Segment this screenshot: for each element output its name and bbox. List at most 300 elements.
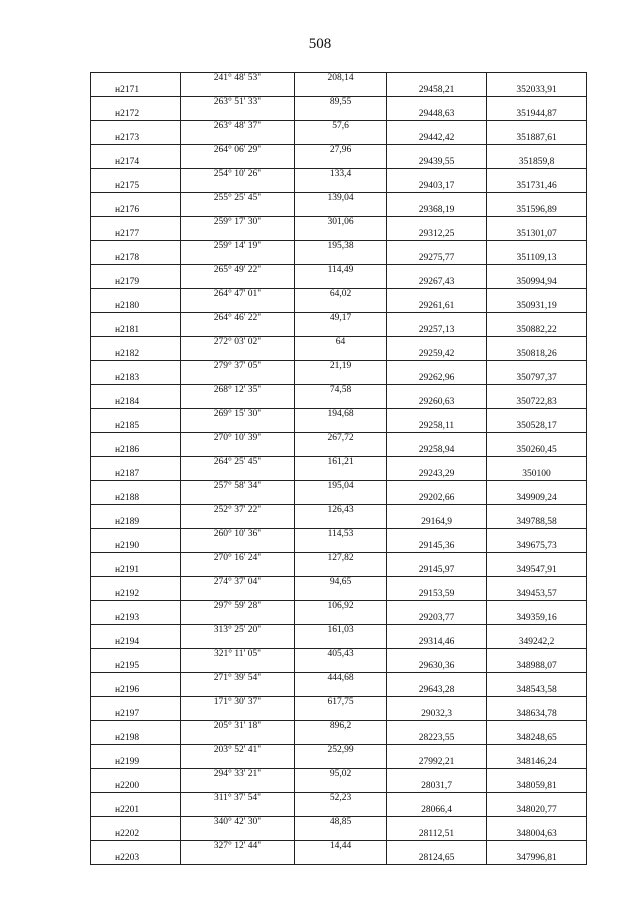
segment-row	[91, 649, 587, 661]
coordinate-y-cell	[487, 97, 587, 109]
coordinate-y-cell	[487, 601, 587, 613]
coordinate-y-cell	[487, 625, 587, 637]
coordinate-y-cell: 351731,46	[487, 181, 587, 193]
segment-length-cell	[295, 661, 387, 673]
direction-angle-cell: 270° 16' 24"	[181, 553, 295, 565]
coordinate-y-cell	[487, 529, 587, 541]
coordinate-x-cell: 29643,28	[387, 685, 487, 697]
coordinate-y-cell	[487, 337, 587, 349]
point-name-cell: н2203	[91, 853, 181, 865]
point-name-cell	[91, 649, 181, 661]
direction-angle-cell	[181, 349, 295, 361]
direction-angle-cell: 241° 48' 53"	[181, 73, 295, 85]
direction-angle-cell: 271° 39' 54"	[181, 673, 295, 685]
segment-length-cell	[295, 349, 387, 361]
direction-angle-cell: 269° 15' 30"	[181, 409, 295, 421]
segment-length-cell	[295, 757, 387, 769]
point-name-cell	[91, 505, 181, 517]
segment-length-cell: 195,04	[295, 481, 387, 493]
coordinate-x-cell: 29243,29	[387, 469, 487, 481]
point-name-cell: н2176	[91, 205, 181, 217]
direction-angle-cell	[181, 229, 295, 241]
coordinate-x-cell	[387, 121, 487, 133]
direction-angle-cell: 260° 10' 36"	[181, 529, 295, 541]
coordinate-x-cell	[387, 697, 487, 709]
coordinate-y-cell: 351944,87	[487, 109, 587, 121]
segment-length-cell: 49,17	[295, 313, 387, 325]
coordinate-y-cell: 349547,91	[487, 565, 587, 577]
direction-angle-cell	[181, 133, 295, 145]
segment-row	[91, 361, 587, 373]
point-name-cell	[91, 529, 181, 541]
segment-row	[91, 313, 587, 325]
coordinate-y-cell: 351887,61	[487, 133, 587, 145]
coordinate-y-cell	[487, 289, 587, 301]
segment-row	[91, 145, 587, 157]
segment-row	[91, 337, 587, 349]
point-name-cell	[91, 121, 181, 133]
coordinate-x-cell	[387, 385, 487, 397]
segment-length-cell	[295, 229, 387, 241]
segment-length-cell	[295, 733, 387, 745]
segment-length-cell	[295, 709, 387, 721]
coordinate-y-cell: 348634,78	[487, 709, 587, 721]
coordinate-x-cell	[387, 457, 487, 469]
coordinate-y-cell: 349359,16	[487, 613, 587, 625]
coordinate-y-cell	[487, 673, 587, 685]
segment-row	[91, 457, 587, 469]
segment-length-cell: 64	[295, 337, 387, 349]
direction-angle-cell: 297° 59' 28"	[181, 601, 295, 613]
coordinate-y-cell: 348988,07	[487, 661, 587, 673]
direction-angle-cell	[181, 109, 295, 121]
segment-length-cell: 52,23	[295, 793, 387, 805]
point-name-cell	[91, 193, 181, 205]
point-name-cell: н2199	[91, 757, 181, 769]
point-row	[91, 157, 587, 169]
direction-angle-cell: 279° 37' 05"	[181, 361, 295, 373]
point-row	[91, 517, 587, 529]
point-row	[91, 205, 587, 217]
point-name-cell: н2188	[91, 493, 181, 505]
coordinate-x-cell: 29368,19	[387, 205, 487, 217]
coordinate-x-cell	[387, 193, 487, 205]
coordinate-x-cell: 29448,63	[387, 109, 487, 121]
point-row	[91, 325, 587, 337]
coordinates-table-body	[91, 73, 587, 865]
point-name-cell	[91, 457, 181, 469]
segment-length-cell	[295, 205, 387, 217]
point-row	[91, 733, 587, 745]
direction-angle-cell	[181, 157, 295, 169]
direction-angle-cell: 313° 25' 20"	[181, 625, 295, 637]
segment-row	[91, 673, 587, 685]
coordinate-x-cell	[387, 169, 487, 181]
coordinate-y-cell: 348248,65	[487, 733, 587, 745]
direction-angle-cell	[181, 493, 295, 505]
segment-length-cell: 301,06	[295, 217, 387, 229]
direction-angle-cell: 171° 30' 37"	[181, 697, 295, 709]
coordinate-x-cell	[387, 817, 487, 829]
coordinate-x-cell: 29458,21	[387, 85, 487, 97]
coordinate-x-cell	[387, 433, 487, 445]
segment-row	[91, 697, 587, 709]
coordinate-y-cell: 349909,24	[487, 493, 587, 505]
coordinate-x-cell	[387, 313, 487, 325]
direction-angle-cell: 252° 37' 22"	[181, 505, 295, 517]
direction-angle-cell: 203° 52' 41"	[181, 745, 295, 757]
coordinate-x-cell: 29262,96	[387, 373, 487, 385]
segment-length-cell: 94,65	[295, 577, 387, 589]
direction-angle-cell	[181, 589, 295, 601]
coordinate-x-cell: 28124,65	[387, 853, 487, 865]
direction-angle-cell: 264° 47' 01"	[181, 289, 295, 301]
point-row	[91, 469, 587, 481]
segment-row	[91, 601, 587, 613]
segment-row	[91, 265, 587, 277]
coordinate-x-cell: 29630,36	[387, 661, 487, 673]
segment-length-cell	[295, 469, 387, 481]
coordinate-x-cell: 29258,11	[387, 421, 487, 433]
coordinate-x-cell	[387, 145, 487, 157]
segment-row	[91, 217, 587, 229]
segment-length-cell: 14,44	[295, 841, 387, 853]
direction-angle-cell	[181, 685, 295, 697]
coordinate-y-cell	[487, 649, 587, 661]
point-name-cell	[91, 385, 181, 397]
segment-row	[91, 433, 587, 445]
point-name-cell	[91, 73, 181, 85]
point-name-cell	[91, 481, 181, 493]
direction-angle-cell	[181, 637, 295, 649]
coordinate-x-cell	[387, 553, 487, 565]
segment-length-cell	[295, 517, 387, 529]
segment-length-cell: 161,21	[295, 457, 387, 469]
point-name-cell: н2177	[91, 229, 181, 241]
point-name-cell: н2179	[91, 277, 181, 289]
segment-row	[91, 481, 587, 493]
direction-angle-cell: 327° 12' 44"	[181, 841, 295, 853]
coordinate-y-cell	[487, 121, 587, 133]
coordinate-y-cell	[487, 361, 587, 373]
direction-angle-cell	[181, 853, 295, 865]
segment-length-cell: 126,43	[295, 505, 387, 517]
point-row	[91, 541, 587, 553]
segment-length-cell: 444,68	[295, 673, 387, 685]
coordinate-y-cell	[487, 265, 587, 277]
coordinate-x-cell: 29261,61	[387, 301, 487, 313]
point-name-cell: н2201	[91, 805, 181, 817]
coordinate-y-cell: 349788,58	[487, 517, 587, 529]
point-row	[91, 709, 587, 721]
direction-angle-cell	[181, 829, 295, 841]
point-row	[91, 637, 587, 649]
coordinate-x-cell: 29314,46	[387, 637, 487, 649]
point-row	[91, 277, 587, 289]
segment-length-cell: 133,4	[295, 169, 387, 181]
segment-length-cell: 114,53	[295, 529, 387, 541]
segment-length-cell: 617,75	[295, 697, 387, 709]
coordinate-y-cell	[487, 457, 587, 469]
coordinate-x-cell	[387, 745, 487, 757]
segment-length-cell: 89,55	[295, 97, 387, 109]
coordinate-y-cell	[487, 553, 587, 565]
point-name-cell: н2183	[91, 373, 181, 385]
segment-row	[91, 193, 587, 205]
coordinate-x-cell: 29032,3	[387, 709, 487, 721]
coordinate-y-cell: 350722,83	[487, 397, 587, 409]
point-name-cell	[91, 265, 181, 277]
direction-angle-cell	[181, 517, 295, 529]
direction-angle-cell: 259° 14' 19"	[181, 241, 295, 253]
point-name-cell: н2197	[91, 709, 181, 721]
point-name-cell: н2194	[91, 637, 181, 649]
direction-angle-cell: 340° 42' 30"	[181, 817, 295, 829]
segment-length-cell: 896,2	[295, 721, 387, 733]
segment-length-cell	[295, 85, 387, 97]
point-row	[91, 85, 587, 97]
coordinate-x-cell: 29439,55	[387, 157, 487, 169]
direction-angle-cell	[181, 421, 295, 433]
segment-length-cell	[295, 493, 387, 505]
segment-length-cell: 95,02	[295, 769, 387, 781]
coordinate-y-cell: 350882,22	[487, 325, 587, 337]
coordinate-x-cell: 29403,17	[387, 181, 487, 193]
coordinate-y-cell: 348146,24	[487, 757, 587, 769]
coordinate-x-cell	[387, 673, 487, 685]
coordinate-y-cell	[487, 505, 587, 517]
segment-row	[91, 577, 587, 589]
direction-angle-cell: 205° 31' 18"	[181, 721, 295, 733]
coordinate-y-cell	[487, 193, 587, 205]
coordinate-y-cell	[487, 481, 587, 493]
coordinate-y-cell: 352033,91	[487, 85, 587, 97]
point-name-cell: н2185	[91, 421, 181, 433]
coordinate-y-cell: 348004,63	[487, 829, 587, 841]
coordinate-y-cell: 350931,19	[487, 301, 587, 313]
point-name-cell: н2174	[91, 157, 181, 169]
point-name-cell: н2171	[91, 85, 181, 97]
coordinate-x-cell: 28031,7	[387, 781, 487, 793]
segment-length-cell	[295, 325, 387, 337]
point-row	[91, 181, 587, 193]
point-name-cell: н2190	[91, 541, 181, 553]
coordinate-y-cell	[487, 73, 587, 85]
segment-row	[91, 553, 587, 565]
coordinate-y-cell: 349242,2	[487, 637, 587, 649]
segment-length-cell: 161,03	[295, 625, 387, 637]
coordinate-x-cell: 28066,4	[387, 805, 487, 817]
segment-length-cell: 64,02	[295, 289, 387, 301]
segment-length-cell	[295, 853, 387, 865]
coordinate-x-cell	[387, 721, 487, 733]
coordinate-x-cell	[387, 649, 487, 661]
direction-angle-cell: 268° 12' 35"	[181, 385, 295, 397]
segment-length-cell: 57,6	[295, 121, 387, 133]
segment-length-cell	[295, 133, 387, 145]
segment-row	[91, 721, 587, 733]
point-row	[91, 685, 587, 697]
segment-row	[91, 97, 587, 109]
coordinate-y-cell	[487, 793, 587, 805]
point-name-cell: н2173	[91, 133, 181, 145]
point-name-cell	[91, 769, 181, 781]
point-name-cell	[91, 145, 181, 157]
point-name-cell	[91, 817, 181, 829]
coordinate-x-cell	[387, 769, 487, 781]
direction-angle-cell: 255° 25' 45"	[181, 193, 295, 205]
coordinate-x-cell: 29145,36	[387, 541, 487, 553]
segment-row	[91, 769, 587, 781]
coordinate-y-cell	[487, 385, 587, 397]
point-name-cell: н2198	[91, 733, 181, 745]
segment-row	[91, 841, 587, 853]
point-name-cell	[91, 721, 181, 733]
direction-angle-cell	[181, 565, 295, 577]
segment-row	[91, 745, 587, 757]
coordinate-x-cell: 29202,66	[387, 493, 487, 505]
coordinate-x-cell: 29267,43	[387, 277, 487, 289]
segment-length-cell: 106,92	[295, 601, 387, 613]
segment-length-cell	[295, 829, 387, 841]
segment-length-cell: 405,43	[295, 649, 387, 661]
point-name-cell	[91, 289, 181, 301]
point-name-cell: н2191	[91, 565, 181, 577]
point-row	[91, 109, 587, 121]
coordinate-y-cell	[487, 769, 587, 781]
point-name-cell: н2182	[91, 349, 181, 361]
coordinate-x-cell: 27992,21	[387, 757, 487, 769]
coordinate-x-cell: 29260,63	[387, 397, 487, 409]
segment-length-cell	[295, 589, 387, 601]
point-row	[91, 829, 587, 841]
direction-angle-cell	[181, 733, 295, 745]
coordinate-y-cell: 348543,58	[487, 685, 587, 697]
segment-length-cell	[295, 613, 387, 625]
point-name-cell: н2172	[91, 109, 181, 121]
segment-length-cell	[295, 253, 387, 265]
coordinate-x-cell: 29164,9	[387, 517, 487, 529]
point-name-cell	[91, 745, 181, 757]
direction-angle-cell	[181, 805, 295, 817]
coordinate-x-cell	[387, 97, 487, 109]
point-name-cell	[91, 553, 181, 565]
coordinate-x-cell	[387, 409, 487, 421]
direction-angle-cell	[181, 205, 295, 217]
direction-angle-cell: 263° 51' 33"	[181, 97, 295, 109]
segment-length-cell: 114,49	[295, 265, 387, 277]
segment-length-cell	[295, 805, 387, 817]
direction-angle-cell	[181, 397, 295, 409]
segment-row	[91, 793, 587, 805]
point-name-cell	[91, 697, 181, 709]
segment-length-cell	[295, 541, 387, 553]
point-name-cell: н2189	[91, 517, 181, 529]
point-row	[91, 445, 587, 457]
direction-angle-cell	[181, 373, 295, 385]
coordinate-y-cell: 351596,89	[487, 205, 587, 217]
direction-angle-cell: 270° 10' 39"	[181, 433, 295, 445]
segment-row	[91, 817, 587, 829]
point-row	[91, 757, 587, 769]
point-row	[91, 397, 587, 409]
point-row	[91, 853, 587, 865]
segment-length-cell: 267,72	[295, 433, 387, 445]
coordinate-x-cell: 29312,25	[387, 229, 487, 241]
segment-length-cell	[295, 781, 387, 793]
coordinate-x-cell: 29275,77	[387, 253, 487, 265]
direction-angle-cell	[181, 277, 295, 289]
direction-angle-cell: 321° 11' 05"	[181, 649, 295, 661]
point-row	[91, 421, 587, 433]
segment-length-cell: 27,96	[295, 145, 387, 157]
coordinate-y-cell	[487, 433, 587, 445]
point-name-cell: н2186	[91, 445, 181, 457]
segment-length-cell: 139,04	[295, 193, 387, 205]
segment-row	[91, 289, 587, 301]
point-name-cell	[91, 337, 181, 349]
direction-angle-cell	[181, 757, 295, 769]
segment-length-cell	[295, 685, 387, 697]
coordinate-y-cell: 349675,73	[487, 541, 587, 553]
segment-length-cell: 194,68	[295, 409, 387, 421]
point-name-cell: н2184	[91, 397, 181, 409]
direction-angle-cell: 259° 17' 30"	[181, 217, 295, 229]
coordinate-x-cell: 29259,42	[387, 349, 487, 361]
segment-length-cell	[295, 181, 387, 193]
coordinate-x-cell	[387, 337, 487, 349]
point-name-cell	[91, 841, 181, 853]
segment-length-cell	[295, 565, 387, 577]
point-row	[91, 253, 587, 265]
point-name-cell	[91, 217, 181, 229]
coordinate-x-cell	[387, 601, 487, 613]
direction-angle-cell	[181, 445, 295, 457]
segment-row	[91, 625, 587, 637]
point-name-cell	[91, 241, 181, 253]
point-name-cell: н2175	[91, 181, 181, 193]
segment-row	[91, 169, 587, 181]
point-name-cell: н2178	[91, 253, 181, 265]
direction-angle-cell	[181, 709, 295, 721]
point-name-cell	[91, 409, 181, 421]
direction-angle-cell: 264° 25' 45"	[181, 457, 295, 469]
point-name-cell	[91, 673, 181, 685]
segment-length-cell: 195,38	[295, 241, 387, 253]
segment-row	[91, 385, 587, 397]
segment-length-cell: 21,19	[295, 361, 387, 373]
coordinate-y-cell	[487, 745, 587, 757]
coordinate-y-cell	[487, 313, 587, 325]
coordinate-x-cell	[387, 73, 487, 85]
segment-length-cell	[295, 637, 387, 649]
coordinate-y-cell: 351859,8	[487, 157, 587, 169]
segment-length-cell: 127,82	[295, 553, 387, 565]
coordinate-x-cell: 29153,59	[387, 589, 487, 601]
segment-length-cell: 74,58	[295, 385, 387, 397]
direction-angle-cell	[181, 541, 295, 553]
point-row	[91, 133, 587, 145]
point-name-cell	[91, 313, 181, 325]
point-row	[91, 781, 587, 793]
coordinate-y-cell: 348020,77	[487, 805, 587, 817]
direction-angle-cell	[181, 85, 295, 97]
page-number: 508	[308, 36, 332, 52]
coordinate-x-cell	[387, 361, 487, 373]
direction-angle-cell: 311° 37' 54"	[181, 793, 295, 805]
direction-angle-cell: 294° 33' 21"	[181, 769, 295, 781]
coordinate-y-cell: 350528,17	[487, 421, 587, 433]
